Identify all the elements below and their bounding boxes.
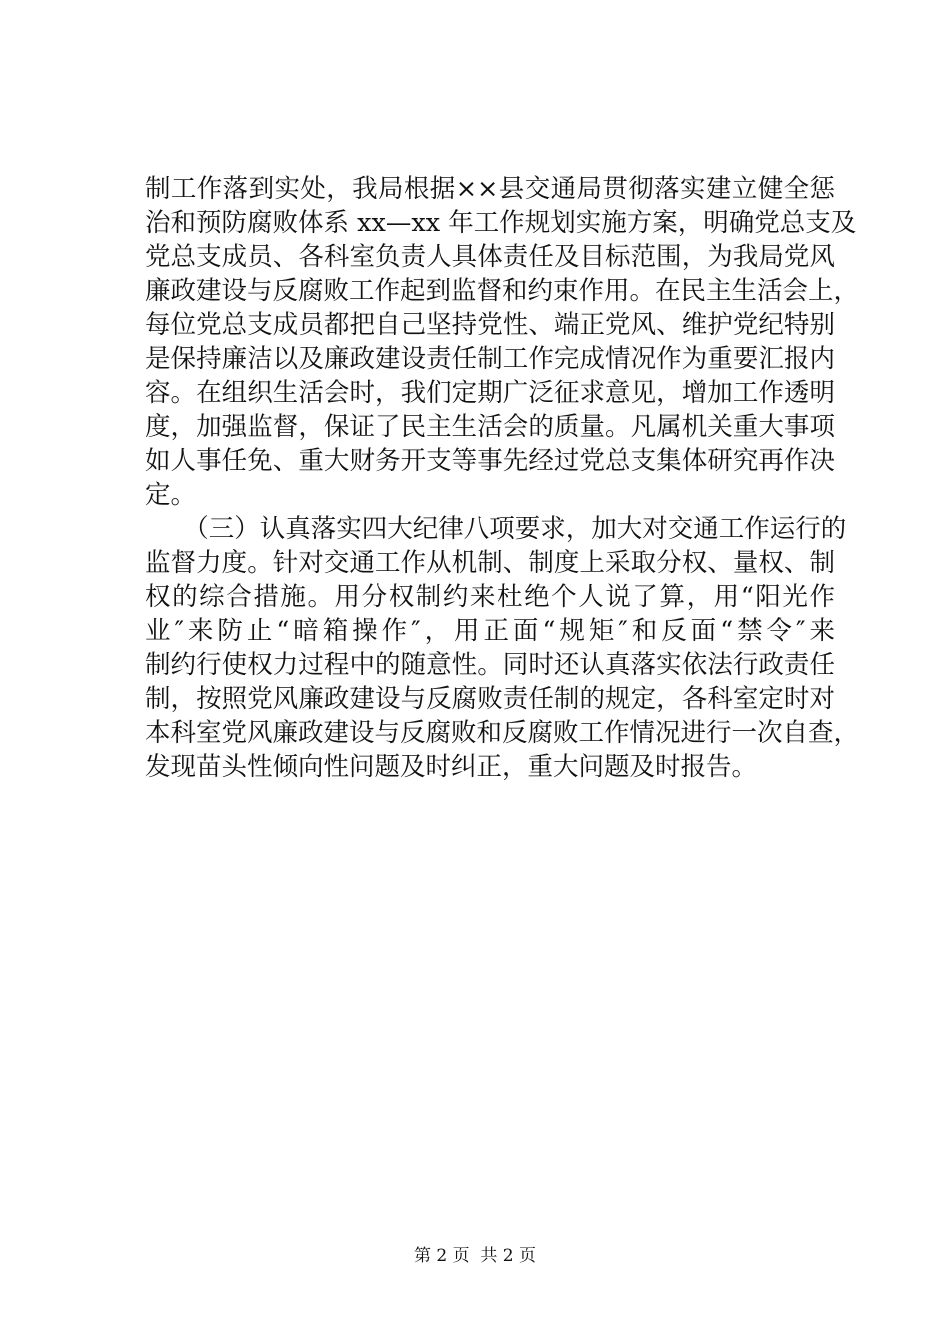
text-line: （三）认真落实四大纪律八项要求，加大对交通工作运行的 (145, 514, 847, 544)
text-line: 每位党总支成员都把自己坚持党性、端正党风、维护党纪特别 (145, 310, 835, 340)
page-footer: 第 2 页 共 2 页 (413, 1246, 537, 1266)
text-line: 制，按照党风廉政建设与反腐败责任制的规定，各科室定时对 (145, 684, 835, 714)
text-line: 制工作落到实处，我局根据××县交通局贯彻落实建立健全惩 (145, 174, 835, 204)
body-text (145, 172, 860, 784)
text-line: 度，加强监督，保证了民主生活会的质量。凡属机关重大事项 (145, 412, 835, 442)
text-line: 业″来防止“暗箱操作″，用正面“规矩″和反面“禁令″来 (145, 616, 835, 646)
text-line: 制约行使权力过程中的随意性。同时还认真落实依法行政责任 (145, 650, 835, 680)
text-line: 监督力度。针对交通工作从机制、制度上采取分权、量权、制 (145, 548, 835, 578)
text-line: 治和预防腐败体系 xx—xx 年工作规划实施方案，明确党总支及 (145, 208, 857, 238)
text-line: 如人事任免、重大财务开支等事先经过党总支集体研究再作决 (145, 446, 835, 476)
text-line: 定。 (145, 480, 197, 510)
text-line: 廉政建设与反腐败工作起到监督和约束作用。在民主生活会上， (145, 276, 860, 306)
text-line: 是保持廉洁以及廉政建设责任制工作完成情况作为重要汇报内 (145, 344, 835, 374)
text-line: 发现苗头性倾向性问题及时纠正，重大问题及时报告。 (145, 752, 758, 782)
text-line: 容。在组织生活会时，我们定期广泛征求意见，增加工作透明 (145, 378, 835, 408)
text-line: 权的综合措施。用分权制约来杜绝个人说了算，用“阳光作 (145, 582, 835, 612)
text-line: 党总支成员、各科室负责人具体责任及目标范围，为我局党风 (145, 242, 835, 272)
text-line: 本科室党风廉政建设与反腐败和反腐败工作情况进行一次自查， (145, 718, 860, 748)
